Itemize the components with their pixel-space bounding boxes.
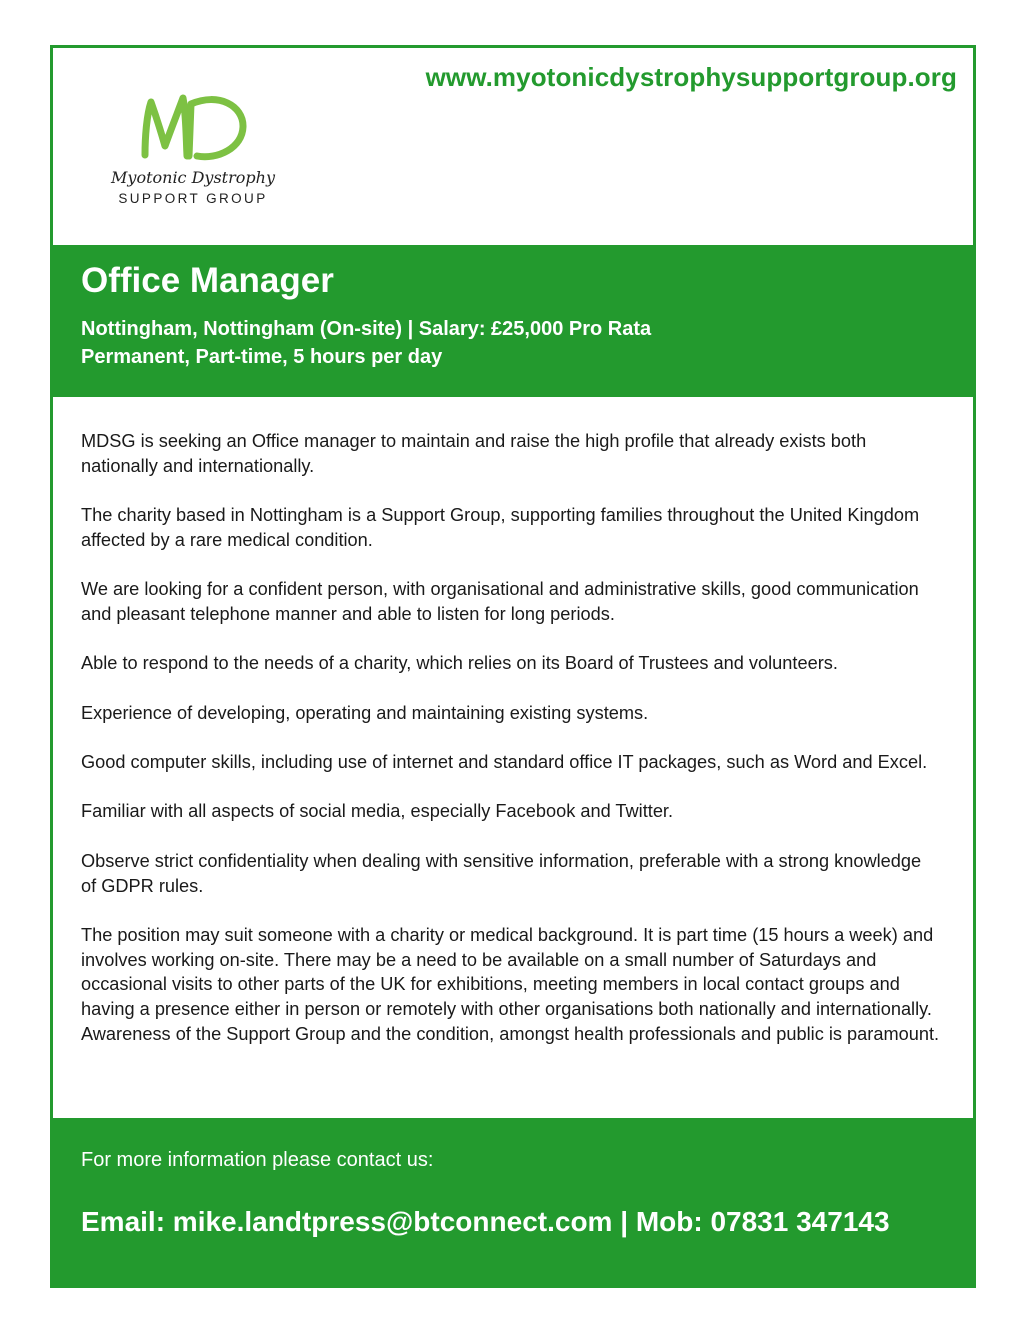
job-contract: Permanent, Part-time, 5 hours per day [81,346,443,368]
logo [93,90,293,220]
description-paragraph: The position may suit someone with a charity or medical background. It is part time (15 hours a week) and involves working on-site. There may be a need to be available on a small number of Saturdays and occasional visits to other parts of the UK for exhibitions, meeting members in local contact groups and having a presence either in person or remotely with other organisations both nationally and internationally. Awareness of the Support Group and the condition, amongst health professionals and public is paramount. [81,924,940,1044]
contact-details[interactable]: Email: mike.landtpress@btconnect.com | Mob: 07831 347143 [81,1206,890,1237]
description-paragraph: Observe strict confidentiality when dealing with sensitive information, preferable with a strong knowledge of GDPR rules. [81,850,922,896]
description-paragraph: Familiar with all aspects of social media, especially Facebook and Twitter. [81,801,674,822]
description-paragraph: We are looking for a confident person, with organisational and administrative skills, good communication and pleasant telephone manner and able to listen for long periods. [81,579,919,624]
logo-name: Myotonic Dystrophy [111,168,275,187]
description-paragraph: Good computer skills, including use of internet and standard office IT packages, such as Word and Excel. [81,752,928,773]
description-paragraph: The charity based in Nottingham is a Support Group, supporting families throughout the United Kingdom affected by a rare medical condition. [81,505,920,550]
flyer-frame [50,45,976,1288]
description-paragraph: MDSG is seeking an Office manager to maintain and raise the high profile that already exists both nationally and internationally. [81,431,867,476]
logo-subtitle: SUPPORT GROUP [118,191,268,206]
job-title: Office Manager [81,261,334,300]
description-paragraph: Experience of developing, operating and maintaining existing systems. [81,702,649,723]
contact-footer [53,1118,973,1288]
contact-prompt: For more information please contact us: [81,1149,434,1171]
job-banner [53,245,973,397]
description-paragraph: Able to respond to the needs of a charity, which relies on its Board of Trustees and volunteers. [81,653,838,674]
job-location-salary: Nottingham, Nottingham (On-site) | Salary: £25,000 Pro Rata [81,318,652,340]
job-description [81,429,941,1071]
website-link[interactable]: www.myotonicdystrophysupportgroup.org [425,62,957,92]
md-logo-mark [93,90,293,170]
